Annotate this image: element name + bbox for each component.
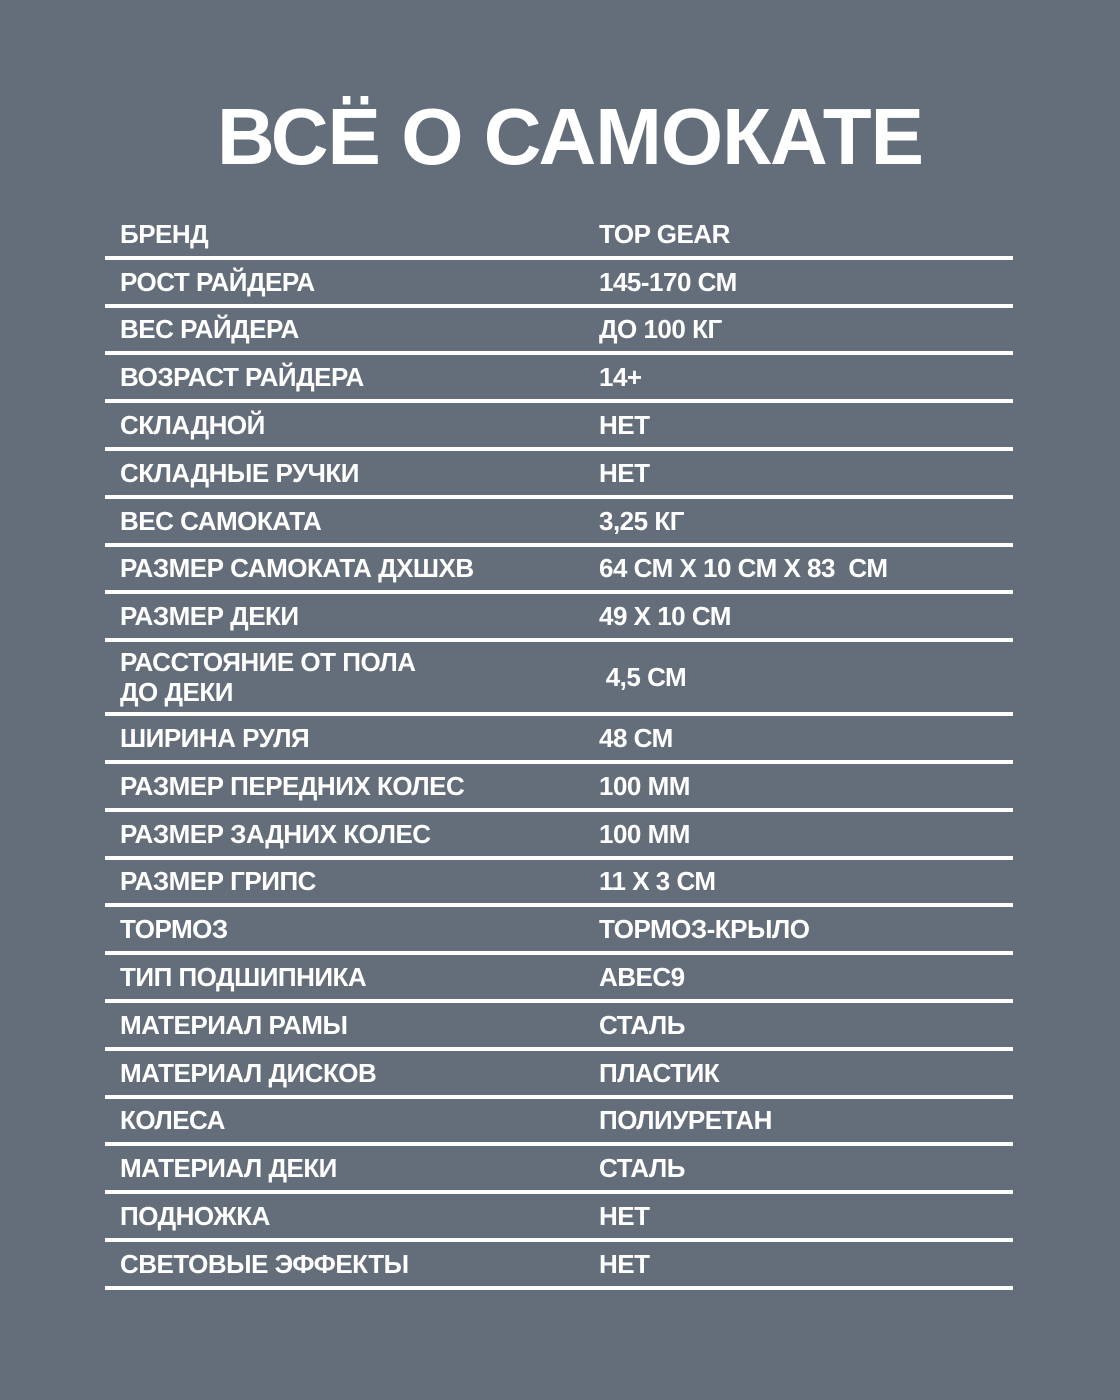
spec-value: ПЛАСТИК [599, 1057, 720, 1088]
spec-value: СТАЛЬ [599, 1153, 685, 1184]
spec-row-frame-material [105, 1003, 1013, 1051]
spec-value: ABEC9 [599, 962, 685, 993]
spec-value: 14+ [599, 362, 642, 393]
spec-row-folding-handles [105, 451, 1013, 499]
spec-row-deck-material [105, 1146, 1013, 1194]
spec-row-rider-height [105, 260, 1013, 308]
spec-label: ТИП ПОДШИПНИКА [120, 962, 367, 993]
specs-table [105, 212, 1013, 1290]
spec-row-light-effects [105, 1242, 1013, 1290]
spec-row-handlebar-width [105, 716, 1013, 764]
spec-label: СКЛАДНЫЕ РУЧКИ [120, 457, 359, 488]
spec-label: РАЗМЕР ЗАДНИХ КОЛЕС [120, 818, 431, 849]
spec-label: МАТЕРИАЛ ДЕКИ [120, 1153, 337, 1184]
spec-label: РАССТОЯНИЕ ОТ ПОЛА ДО ДЕКИ [120, 647, 416, 708]
spec-value: 48 СМ [599, 723, 673, 754]
spec-row-front-wheel-size [105, 764, 1013, 812]
spec-label: СВЕТОВЫЕ ЭФФЕКТЫ [120, 1248, 409, 1279]
spec-row-brand [105, 212, 1013, 260]
spec-value: НЕТ [599, 1248, 650, 1279]
spec-row-wheels [105, 1099, 1013, 1147]
spec-row-bearing-type [105, 955, 1013, 1003]
spec-label: ВЕС САМОКАТА [120, 505, 322, 536]
spec-label: СКЛАДНОЙ [120, 410, 265, 441]
spec-label: КОЛЕСА [120, 1105, 225, 1136]
spec-value: НЕТ [599, 410, 650, 441]
spec-row-rim-material [105, 1051, 1013, 1099]
spec-label: ПОДНОЖКА [120, 1201, 270, 1232]
spec-value: 100 ММ [599, 818, 690, 849]
spec-row-scooter-size [105, 547, 1013, 595]
spec-value: ДО 100 КГ [599, 314, 722, 345]
spec-value: 3,25 КГ [599, 505, 684, 536]
spec-label: ВЕС РАЙДЕРА [120, 314, 299, 345]
spec-row-rider-age [105, 355, 1013, 403]
spec-label: ТОРМОЗ [120, 914, 228, 945]
spec-value: ПОЛИУРЕТАН [599, 1105, 772, 1136]
spec-value: 145-170 СМ [599, 266, 737, 297]
spec-row-rear-wheel-size [105, 812, 1013, 860]
spec-label: ВОЗРАСТ РАЙДЕРА [120, 362, 364, 393]
spec-value: НЕТ [599, 457, 650, 488]
spec-value: TOP GEAR [599, 218, 730, 249]
spec-value: ТОРМОЗ-КРЫЛО [599, 914, 810, 945]
spec-value: 100 ММ [599, 770, 690, 801]
spec-row-scooter-weight [105, 499, 1013, 547]
spec-value: 4,5 СМ [599, 662, 687, 693]
spec-label: РОСТ РАЙДЕРА [120, 266, 315, 297]
spec-label: МАТЕРИАЛ РАМЫ [120, 1009, 348, 1040]
spec-label: БРЕНД [120, 218, 209, 249]
spec-row-kickstand [105, 1194, 1013, 1242]
spec-value: 64 СМ Х 10 СМ Х 83 СМ [599, 553, 888, 584]
spec-label: РАЗМЕР САМОКАТА ДХШХВ [120, 553, 474, 584]
spec-value: 11 Х 3 СМ [599, 866, 716, 897]
spec-value: СТАЛЬ [599, 1009, 685, 1040]
spec-row-brake [105, 907, 1013, 955]
spec-label: РАЗМЕР ПЕРЕДНИХ КОЛЕС [120, 770, 465, 801]
spec-row-rider-weight [105, 308, 1013, 356]
spec-label: РАЗМЕР ГРИПС [120, 866, 316, 897]
spec-label: МАТЕРИАЛ ДИСКОВ [120, 1057, 377, 1088]
spec-row-deck-size [105, 594, 1013, 642]
spec-value: НЕТ [599, 1201, 650, 1232]
spec-value: 49 Х 10 СМ [599, 601, 731, 632]
spec-label: ШИРИНА РУЛЯ [120, 723, 310, 754]
spec-row-grip-size [105, 860, 1013, 908]
page-title: ВСЁ О САМОКАТЕ [217, 92, 923, 181]
spec-label: РАЗМЕР ДЕКИ [120, 601, 299, 632]
spec-row-deck-clearance [105, 642, 1013, 716]
spec-row-foldable [105, 403, 1013, 451]
